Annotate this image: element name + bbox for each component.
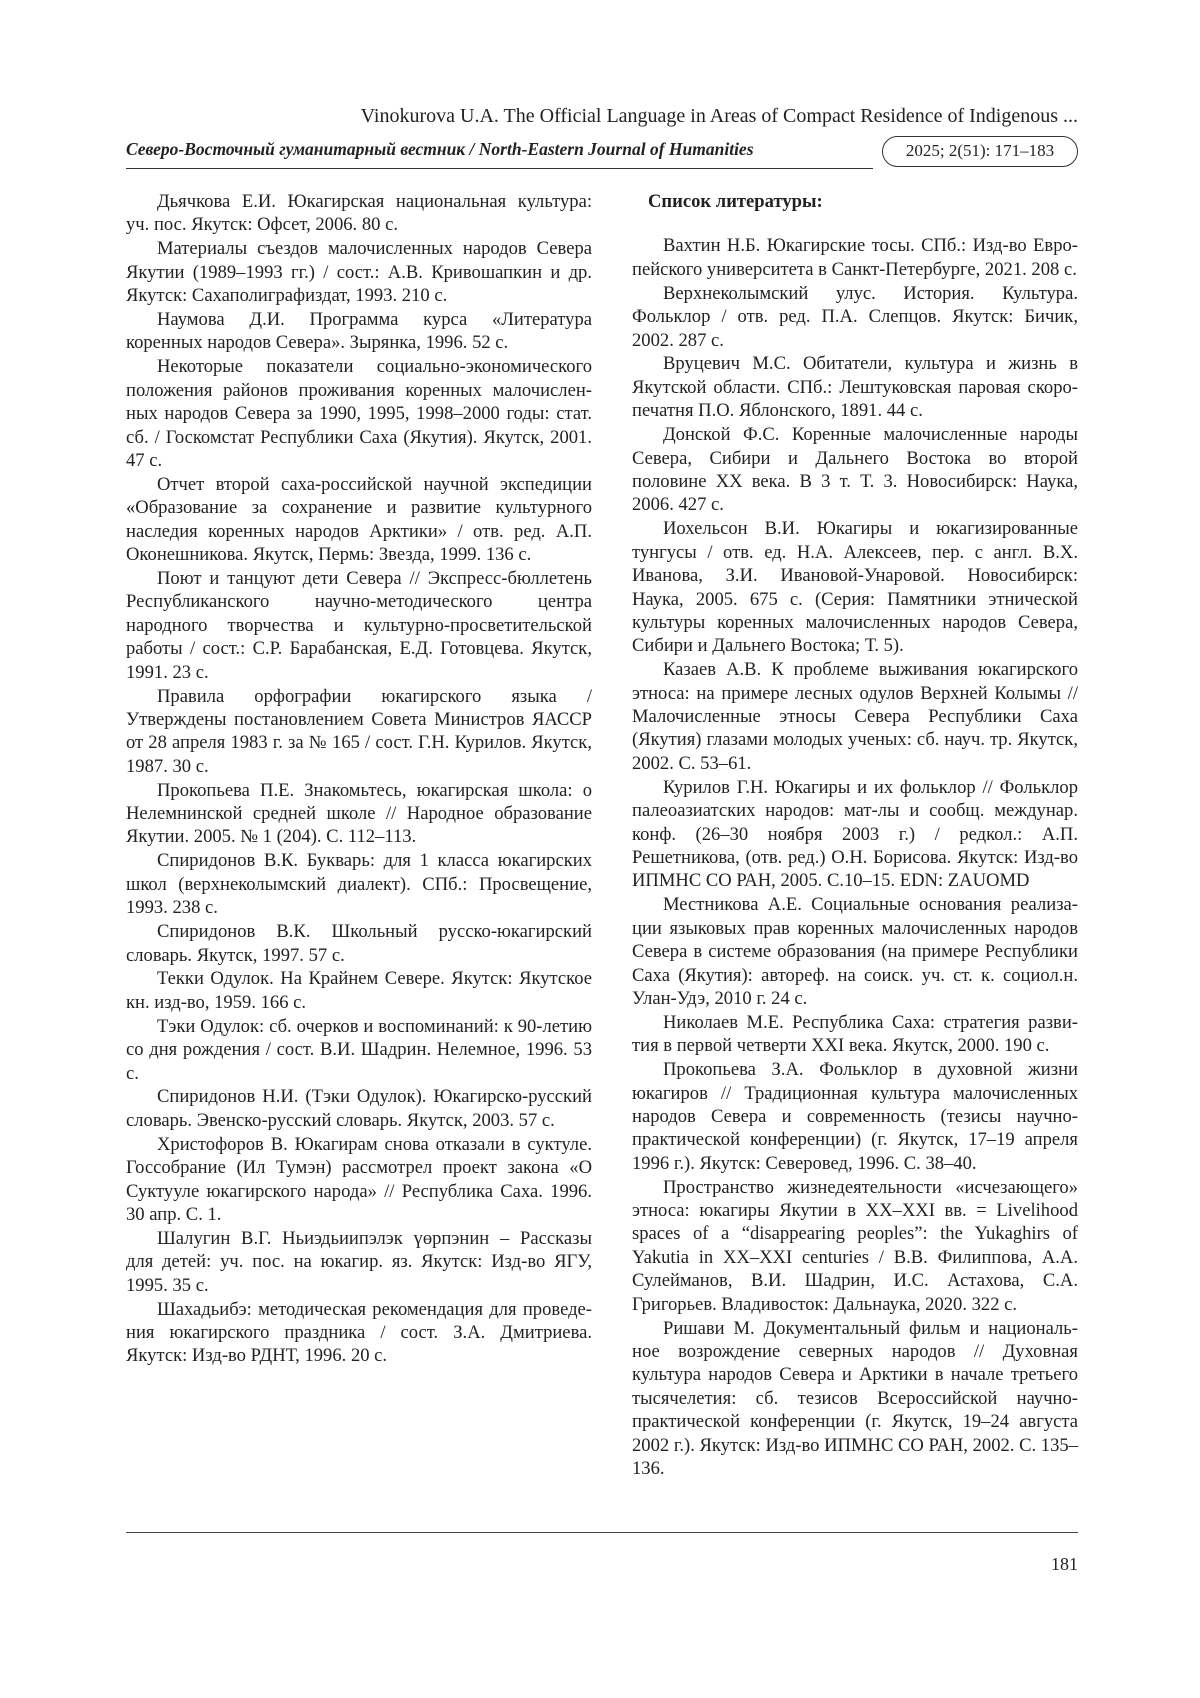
reference-entry: Казаев А.В. К проблеме выживания юкагирского этноса: на примере лесных одулов Верхней Колымы // Малочисленные этносы Севера Республики Саха (Якутия) глазами молодых ученых: сб. науч. тр. Якутск, 2002. С. 53–61.	[632, 659, 1078, 774]
reference-entry: Тэки Одулок: сб. очерков и воспоминаний: к 90-летию со дня рождения / сост. В.И. Шадрин. Нелемное, 1996. 53 с.	[126, 1015, 592, 1084]
reference-entry: Спиридонов В.К. Букварь: для 1 класса юкагирских школ (верхнеколымский диалект). СПб.: Просвещение, 1993. 238 с.	[126, 850, 592, 919]
journal-header	[126, 134, 1078, 174]
reference-entry: Некоторые показатели социально-экономического положения районов проживания коренных малочисленных народов Севера за 1990, 1995, 1998–2000 годы: стат. сб. / Госкомстат Республики Саха (Якутия). Якутск, 2001. 47 с.	[126, 356, 592, 471]
reference-entry: Николаев М.Е. Республика Саха: стратегия развития в первой четверти XXI века. Якутск, 2000. 190 с.	[632, 1011, 1078, 1057]
running-title: Vinokurova U.A. The Official Language in Areas of Compact Residence of Indigenous ...	[360, 105, 1078, 127]
reference-entry: Поют и танцуют дети Севера // Экспресс-бюллетень Республиканского научно-методического центра народного творчества и культурно-просветительской работы / сост.: С.Р. Барабанская, Е.Д. Готовцева. Якутск, 1991. 23 с.	[126, 568, 592, 683]
reference-entry: Вахтин Н.Б. Юкагирские тосы. СПб.: Изд-во Европейского университета в Санкт-Петербурге, 2021. 208 с.	[632, 235, 1078, 280]
reference-entry: Христофоров В. Юкагирам снова отказали в суктуле. Госсобрание (Ил Тумэн) рассмотрел проект закона «О Суктууле юкагирского народа» // Республика Саха. 1996. 30 апр. С. 1.	[126, 1133, 592, 1225]
reference-entry: Курилов Г.Н. Юкагиры и их фольклор // Фольклор палеоазиатских народов: мат-лы и сообщ. междунар. конф. (26–30 ноября 2003 г.) / редкол.: А.П. Решетникова, (отв. ред.) О.Н. Борисова. Якутск: Изд-во ИПМНС СО РАН, 2005. С.10–15. EDN: ZAUOMD	[632, 776, 1078, 892]
footer-rule	[126, 1532, 1078, 1533]
reference-entry: Иохельсон В.И. Юкагиры и юкагизированные тунгусы / отв. ед. Н.А. Алексеев, пер. с англ. В.Х. Иванова, З.И. Ивановой-Унаровой. Новосибирск: Наука, 2005. 675 с. (Серия: Памятники этнической культуры коренных малочисленных народов Севера, Сибири и Дальнего Востока; Т. 5).	[632, 518, 1078, 657]
reference-entry: Шахадьибэ: методическая рекомендация для проведения юкагирского праздника / сост. З.А. Дмитриева. Якутск: Изд-во РДНТ, 1996. 20 с.	[126, 1298, 592, 1367]
reference-entry: Прокопьева З.А. Фольклор в духовной жизни юкагиров // Традиционная культура малочисленных народов Севера и современность (тезисы научно-практической конференции) (г. Якутск, 17–19 апреля 1996 г.). Якутск: Северовед, 1996. С. 38–40.	[632, 1059, 1078, 1174]
journal-header-rule	[126, 168, 873, 169]
reference-entry: Прокопьева П.Е. Знакомьтесь, юкагирская школа: о Нелемнинской средней школе // Народное образование Якутии. 2005. № 1 (204). С. 112–113.	[126, 779, 592, 848]
reference-entry: Материалы съездов малочисленных народов Севера Якутии (1989–1993 гг.) / сост.: А.В. Кривошапкин и др. Якутск: Сахаполиграфиздат, 1993. 210 с.	[126, 238, 592, 307]
reference-entry: Вруцевич М.С. Обитатели, культура и жизнь в Якутской области. СПб.: Лештуковская паровая скоропечатня П.О. Яблонского, 1891. 44 с.	[632, 353, 1078, 422]
left-column	[126, 190, 592, 1368]
page-number: 181	[1051, 1554, 1078, 1574]
reference-entry: Правила орфографии юкагирского языка / Утверждены постановлением Совета Министров ЯАССР от 28 апреля 1983 г. за № 165 / сост. Г.Н. Курилов. Якутск, 1987. 30 с.	[126, 685, 592, 777]
reference-entry: Текки Одулок. На Крайнем Севере. Якутск: Якутское кн. изд-во, 1959. 166 с.	[126, 968, 592, 1013]
issue-badge: 2025; 2(51): 171–183	[882, 136, 1078, 167]
reference-entry: Донской Ф.С. Коренные малочисленные народы Севера, Сибири и Дальнего Востока во второй половине XX века. В 3 т. Т. 3. Новосибирск: Наука, 2006. 427 с.	[632, 424, 1078, 516]
reference-entry: Верхнеколымский улус. История. Культура. Фольклор / отв. ред. П.А. Слепцов. Якутск: Бичик, 2002. 287 с.	[632, 282, 1078, 351]
reference-entry: Шалугин В.Г. Ньиэдьиипэлэк үөрпэнин – Рассказы для детей: уч. пос. на юкагир. яз. Якутск: Изд-во ЯГУ, 1995. 35 с.	[126, 1227, 592, 1296]
reference-entry: Наумова Д.И. Программа курса «Литература коренных народов Севера». Зырянка, 1996. 52 с.	[126, 309, 592, 354]
references-heading: Список литературы:	[648, 191, 823, 212]
reference-entry: Дьячкова Е.И. Юкагирская национальная культура: уч. пос. Якутск: Офсет, 2006. 80 с.	[126, 191, 592, 236]
reference-entry: Отчет второй саха-российской научной экспедиции «Образование за сохранение и развитие культурного наследия коренных народов Арктики» / отв. ред. А.П. Оконешникова. Якутск, Пермь: Звезда, 1999. 136 с.	[126, 473, 592, 566]
reference-entry: Ришави М. Документальный фильм и национальное возрождение северных народов // Духовная культура народов Севера и Арктики в начале третьего тысячелетия: сб. тезисов Всероссийской научно-практической конференции (г. Якутск, 19–24 августа 2002 г.). Якутск: Изд-во ИПМНС СО РАН, 2002. С. 135–136.	[632, 1317, 1078, 1480]
journal-title: Северо-Восточный гуманитарный вестник / North-Eastern Journal of Humanities	[126, 139, 754, 159]
reference-entry: Пространство жизнедеятельности «исчезающего» этноса: юкагиры Якутии в XX–XXI вв. = Livelihood spaces of a “disappearing peoples”: the Yukaghirs of Yakutia in XX–XXI centuries / В.В. Филиппова, А.А. Сулейманов, В.И. Шадрин, И.С. Астахова, С.А. Григорьев. Владивосток: Дальнаука, 2020. 322 с.	[632, 1176, 1078, 1315]
right-column	[632, 190, 1078, 1481]
reference-entry: Спиридонов В.К. Школьный русско-юкагирский словарь. Якутск, 1997. 57 с.	[126, 921, 592, 966]
reference-entry: Спиридонов Н.И. (Тэки Одулок). Юкагирско-русский словарь. Эвенско-русский словарь. Якутск, 2003. 57 с.	[126, 1086, 592, 1131]
reference-entry: Местникова А.Е. Социальные основания реализации языковых прав коренных малочисленных народов Севера в системе образования (на примере Республики Саха (Якутия): автореф. на соиск. уч. ст. к. социол.н. Улан-Удэ, 2010 г. 24 с.	[632, 894, 1078, 1009]
